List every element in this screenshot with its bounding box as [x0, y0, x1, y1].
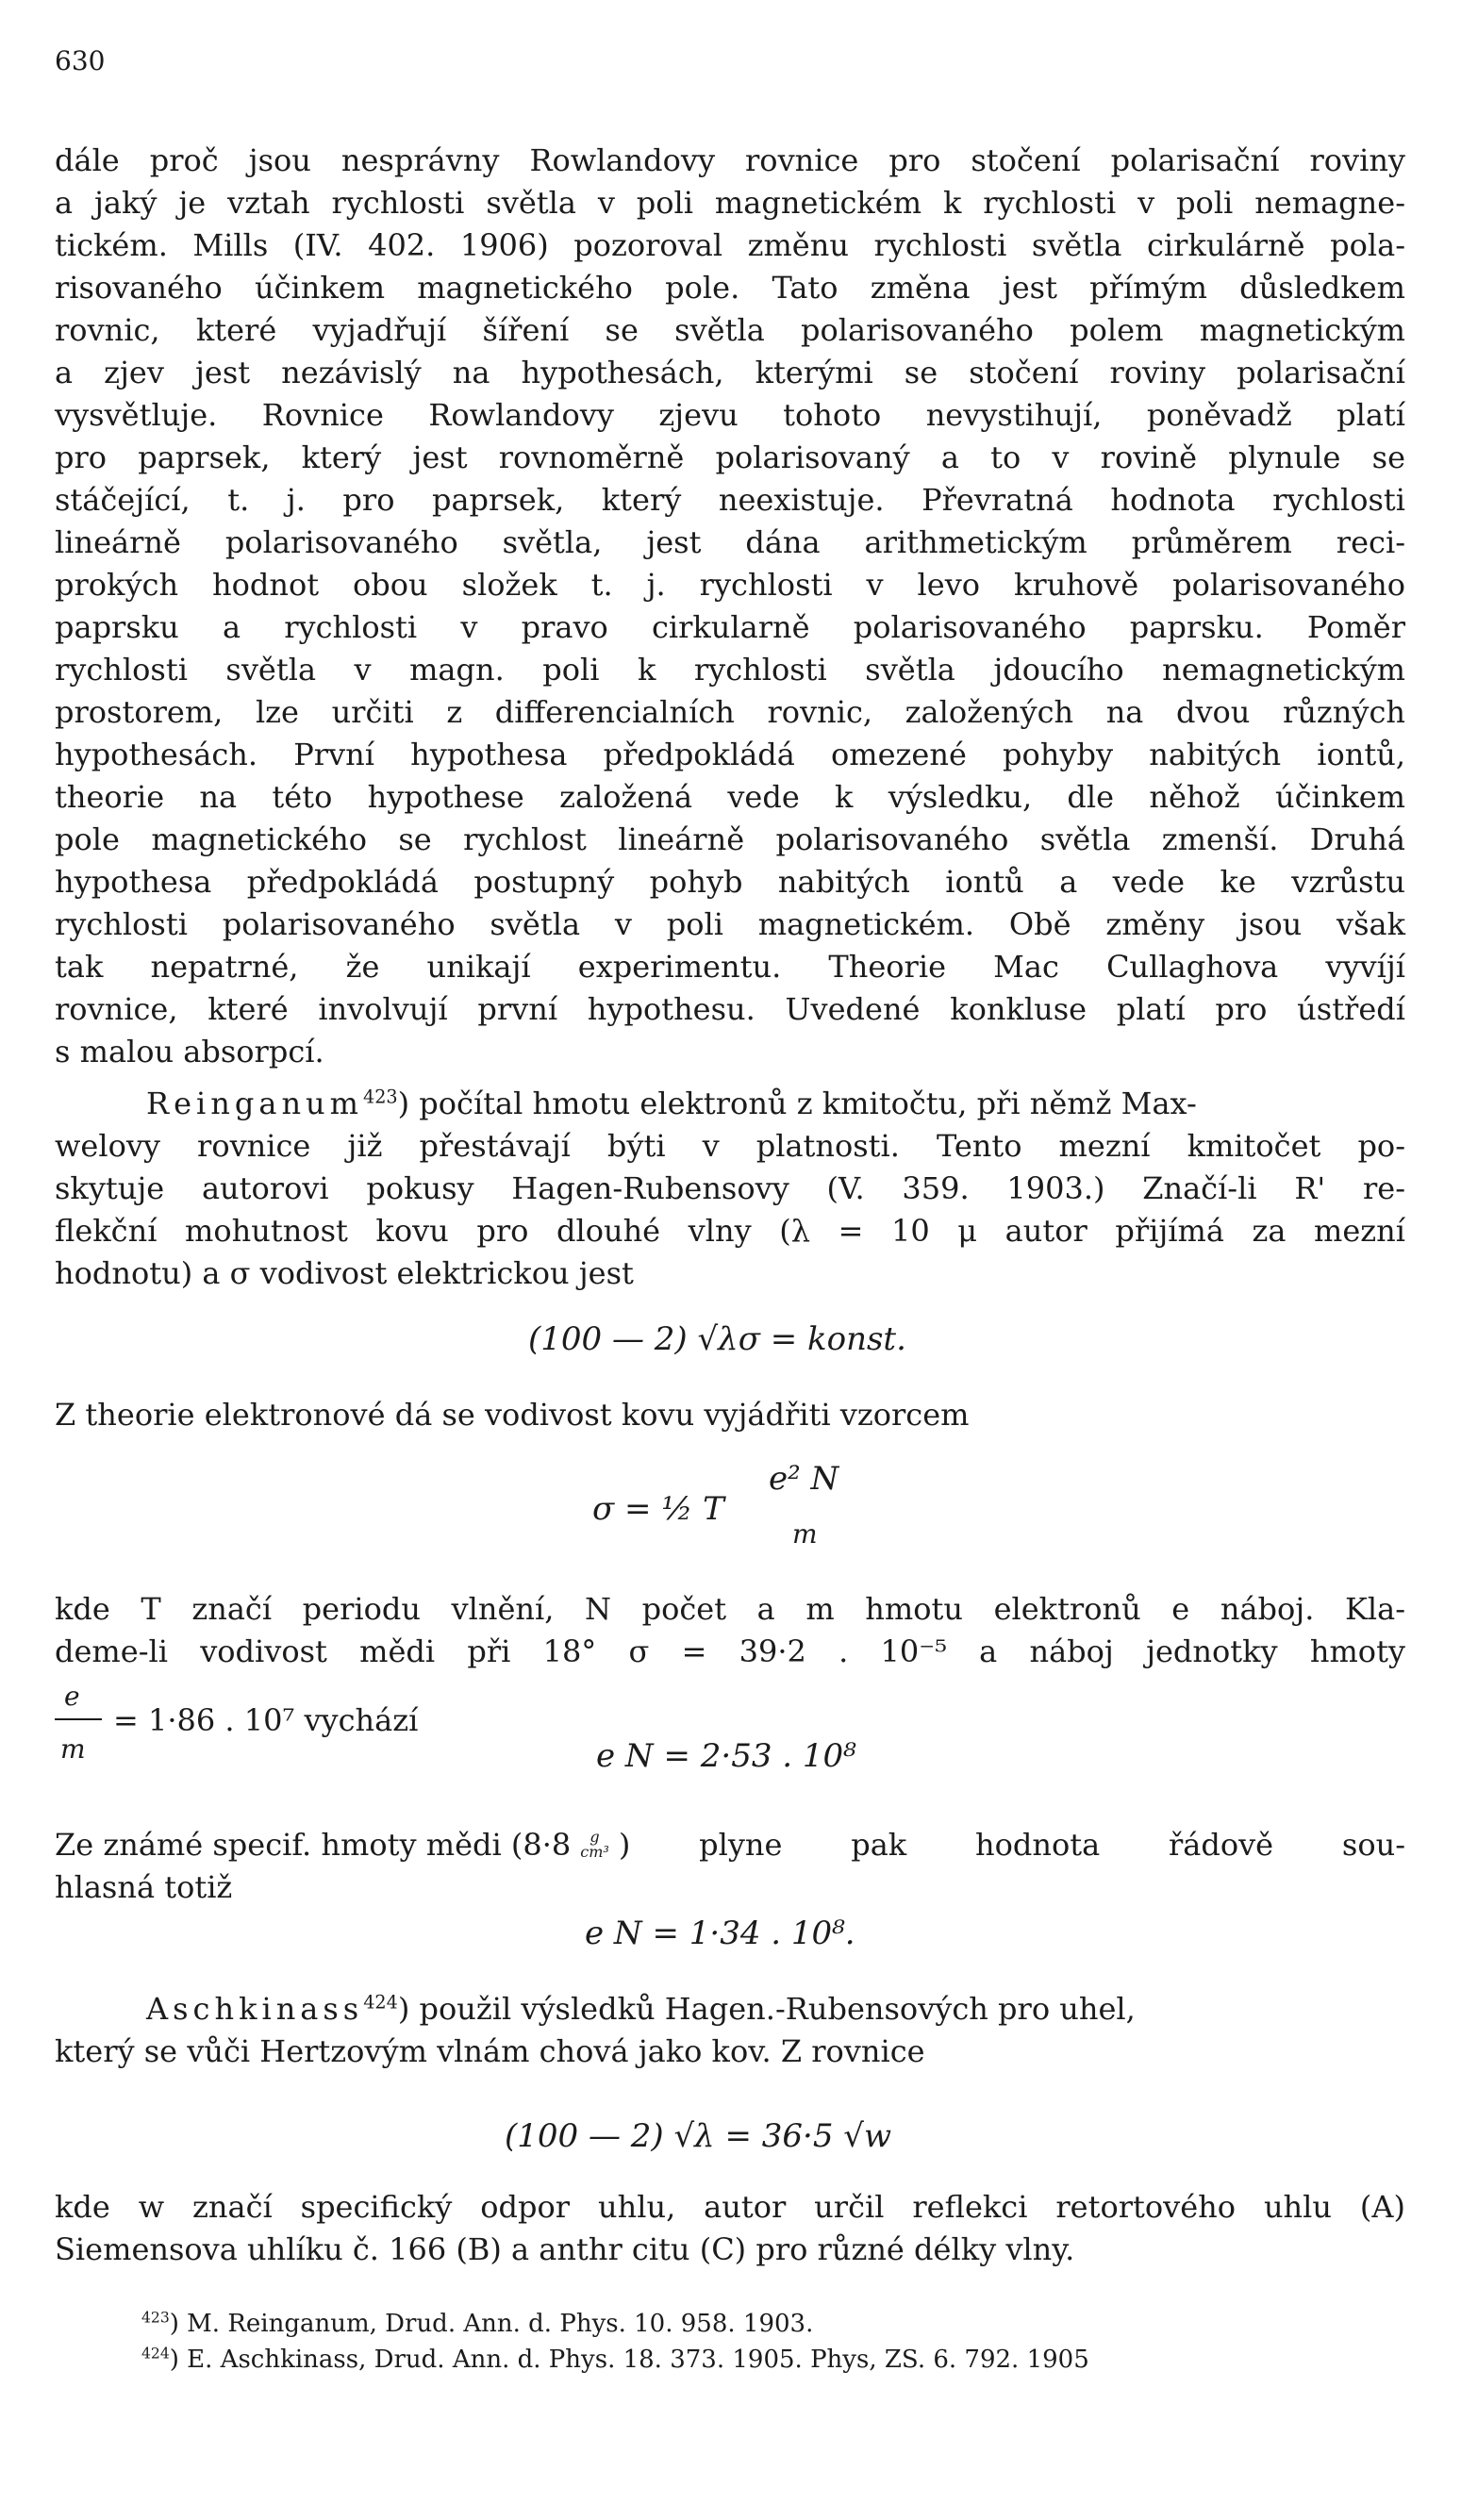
- author-name: Reinganum: [146, 1086, 363, 1121]
- equation-lhs: σ = ½ T: [592, 1490, 724, 1528]
- text-line: paprsku a rychlosti v pravo cirkularně polarisovaného paprsku. Poměr: [55, 609, 1405, 645]
- text-line: Siemensova uhlíku č. 166 (B) a anthr citu (C) pro různé délky vlny.: [55, 2231, 1075, 2267]
- footnote-mark: 424: [141, 2345, 170, 2362]
- text-line: který se vůči Hertzovým vlnám chová jako kov. Z rovnice: [55, 2033, 925, 2069]
- text-line: hypothesách. První hypothesa předpokládá omezené pohyby nabitých iontů,: [55, 737, 1405, 772]
- text-line: rychlosti světla v magn. poli k rychlosti světla jdoucího nemagnetickým: [55, 652, 1405, 688]
- text-line: tak nepatrné, že unikají experimentu. Theorie Mac Cullaghova vyvíjí: [55, 949, 1405, 985]
- text-line: flekční mohutnost kovu pro dlouhé vlny (λ = 10 μ autor přijímá za mezní: [55, 1213, 1405, 1249]
- text-line: prostorem, lze určiti z differencialních rovnic, založených na dvou různých: [55, 694, 1405, 730]
- footnote: $^{423}$) M. Reinganum, Drud. Ann. d. Phys. 10. 958. 1903.: [141, 2309, 814, 2338]
- text-line: rychlosti polarisovaného světla v poli magnetickém. Obě změny jsou však: [55, 906, 1405, 942]
- fraction-bar: [55, 1718, 102, 1720]
- text-line: pole magnetického se rychlost lineárně polarisovaného světla zmenší. Druhá: [55, 821, 1405, 857]
- text-line: kde T značí periodu vlnění, N počet a m hmotu elektronů e náboj. Kla-: [55, 1591, 1405, 1627]
- text-line: kde w značí specifický odpor uhlu, autor určil reflekci retortového uhlu (A): [55, 2189, 1405, 2225]
- text-line: dále proč jsou nesprávny Rowlandovy rovnice pro stočení polarisační roviny: [55, 142, 1405, 178]
- text-line: theorie na této hypothese založená vede k výsledku, dle něhož účinkem: [55, 779, 1405, 815]
- text-line: hodnotu) a σ vodivost elektrickou jest: [55, 1255, 634, 1291]
- footnote-mark: 423: [141, 2309, 170, 2327]
- text-line: a zjev jest nezávislý na hypothesách, kterými se stočení roviny polarisační: [55, 355, 1405, 390]
- text-line: Aschkinass$^{424}$) použil výsledků Hagen.-Rubensových pro uhel,: [146, 1991, 1136, 2027]
- equation-6: (100 — 2) √λ = 36·5 √w: [505, 2117, 892, 2155]
- text-line: rovnic, které vyjadřují šíření se světla polarisovaného polem magnetickým: [55, 312, 1405, 348]
- text-line: risovaného účinkem magnetického pole. Tato změna jest přímým důsledkem: [55, 270, 1405, 306]
- text-line: welovy rovnice již přestávají býti v platnosti. Tento mezní kmitočet po-: [55, 1128, 1405, 1164]
- author-name: Aschkinass: [146, 1991, 364, 2027]
- text-line: skytuje autorovi pokusy Hagen-Rubensovy (V. 359. 1903.) Značí-li R' re-: [55, 1170, 1405, 1206]
- text-line: a jaký je vztah rychlosti světla v poli magnetickém k rychlosti v poli nemagne-: [55, 185, 1405, 221]
- text-line: s malou absorpcí.: [55, 1034, 324, 1069]
- text-line: hypothesa předpokládá postupný pohyb nabitých iontů a vede ke vzrůstu: [55, 864, 1405, 900]
- text-line: prokých hodnot obou složek t. j. rychlosti v levo kruhově polarisovaného: [55, 567, 1405, 603]
- text-line: hlasná totiž: [55, 1869, 233, 1905]
- equation-4: e N = 2·53 . 10⁸: [596, 1737, 856, 1775]
- text-line: Ze známé specif. hmoty mědi (8·8 g cm³ ) plyne pak hodnota řádově sou-: [55, 1827, 1405, 1863]
- text-line: lineárně polarisovaného světla, jest dána arithmetickým průměrem reci-: [55, 524, 1405, 560]
- text-line: pro paprsek, který jest rovnoměrně polarisovaný a to v rovině plynule se: [55, 439, 1405, 475]
- footnote-ref: 423: [363, 1086, 398, 1108]
- text-line: deme-li vodivost mědi při 18° σ = 39·2 . 10⁻⁵ a náboj jednotky hmoty: [55, 1633, 1405, 1669]
- text-line: stáčející, t. j. pro paprsek, který neexistuje. Převratná hodnota rychlosti: [55, 482, 1405, 518]
- text-line: tickém. Mills (IV. 402. 1906) pozoroval změnu rychlosti světla cirkulárně pola-: [55, 227, 1405, 263]
- equation-numerator: e² N: [769, 1460, 839, 1498]
- footnote: $^{424}$) E. Aschkinass, Drud. Ann. d. Phys. 18. 373. 1905. Phys, ZS. 6. 792. 1905: [141, 2345, 1089, 2374]
- text-line: rovnice, které involvují první hypothesu. Uvedené konkluse platí pro ústředí: [55, 991, 1405, 1027]
- unit-fraction: g cm³: [580, 1828, 609, 1861]
- equation-5: e N = 1·34 . 10⁸.: [585, 1915, 855, 1952]
- fraction-numerator: e: [64, 1681, 80, 1712]
- equation-1: (100 — 2) √λσ = konst.: [528, 1320, 906, 1358]
- text-line: Reinganum$^{423}$) počítal hmotu elektronů z kmitočtu, při němž Max-: [146, 1086, 1197, 1121]
- fraction-denominator: m: [60, 1733, 86, 1765]
- equation-denominator: m: [792, 1518, 818, 1550]
- text-line: Z theorie elektronové dá se vodivost kovu vyjádřiti vzorcem: [55, 1397, 970, 1433]
- text-line: vysvětluje. Rovnice Rowlandovy zjevu tohoto nevystihují, poněvadž platí: [55, 397, 1405, 433]
- text-line: = 1·86 . 10⁷ vychází: [113, 1702, 419, 1738]
- page-number: 630: [55, 45, 106, 76]
- footnote-ref: 424: [363, 1991, 398, 2014]
